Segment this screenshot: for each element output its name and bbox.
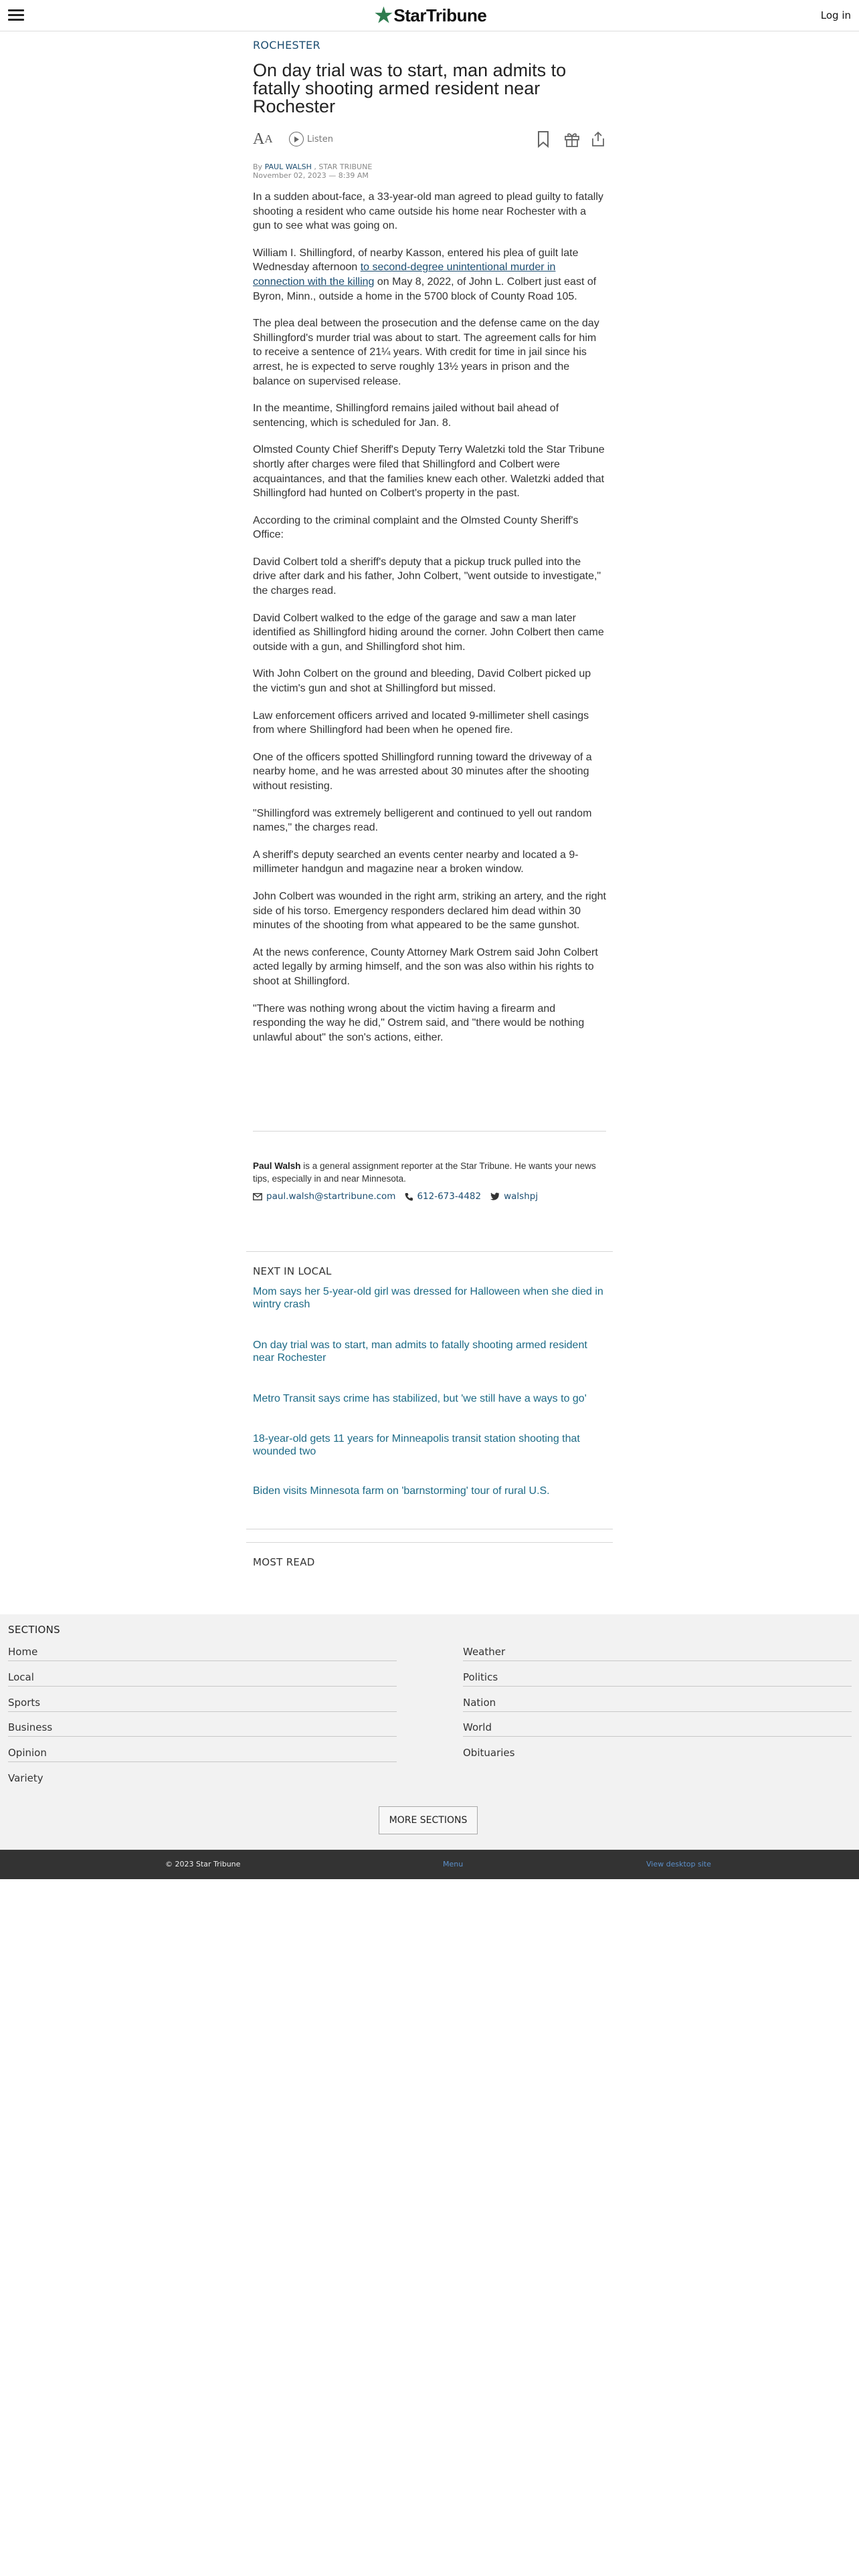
twitter-handle: walshpj (504, 1191, 539, 1202)
author-link[interactable]: PAUL WALSH (264, 163, 312, 171)
bio-author-name[interactable]: Paul Walsh (253, 1161, 301, 1171)
gift-icon[interactable] (563, 129, 581, 149)
share-icon[interactable] (590, 129, 606, 149)
font-size-large-glyph: A (253, 130, 265, 148)
logo-text: StarTribune (393, 5, 487, 25)
paragraph: David Colbert told a sheriff's deputy that a pickup truck pulled into the drive after dark and his father, John Colbert, "went outside to investigate," the charges read. (253, 556, 601, 597)
paragraph: A sheriff's deputy searched an events center nearby and located a 9-millimeter handgun and magazine near a broken window. (253, 849, 579, 875)
section-link-obituaries[interactable]: Obituaries (463, 1747, 515, 1759)
most-read-title: MOST READ (253, 1556, 315, 1568)
section-link-world[interactable]: World (463, 1719, 852, 1737)
most-read-divider (246, 1542, 613, 1543)
email-contact[interactable] (253, 1191, 395, 1202)
next-story-link[interactable]: On day trial was to start, man admits to fatally shooting armed resident near Rochester (253, 1339, 587, 1364)
twitter-contact[interactable] (490, 1191, 538, 1202)
section-link-home[interactable]: Home (8, 1644, 397, 1661)
listen-button[interactable] (289, 129, 333, 149)
font-size-small-glyph: A (264, 132, 273, 145)
paragraph: With John Colbert on the ground and bleeding, David Colbert picked up the victim's gun and shot at Shillingford but missed. (253, 668, 591, 695)
next-story-link[interactable]: Metro Transit says crime has stabilized, but 'we still have a ways to go' (253, 1393, 587, 1404)
next-divider (246, 1251, 613, 1252)
bio-divider (253, 1131, 606, 1132)
copyright: © 2023 Star Tribune (165, 1860, 241, 1868)
paragraph: David Colbert walked to the edge of the garage and saw a man later identified as Shillingford hiding around the corner. John Colbert then came outside with a gun, and Shillingford shot him. (253, 612, 604, 653)
twitter-icon (490, 1192, 500, 1200)
article-body (253, 190, 606, 1057)
next-in-local-title: NEXT IN LOCAL (253, 1265, 332, 1277)
menu-icon[interactable] (8, 7, 24, 22)
section-link-opinion[interactable]: Opinion (8, 1745, 397, 1762)
paragraph: "Shillingford was extremely belligerent and continued to yell out random names," the charges read. (253, 807, 592, 834)
play-icon (289, 132, 304, 146)
view-desktop-link[interactable]: View desktop site (646, 1860, 711, 1868)
bio-text: is a general assignment reporter at the Star Tribune. He wants your news tips, especially in and near Minnesota. (253, 1161, 596, 1184)
footer-bar (0, 1850, 859, 1879)
paragraph (253, 246, 606, 304)
author-bio (253, 1160, 606, 1185)
section-link-local[interactable]: Local (8, 1669, 397, 1687)
section-link-politics[interactable]: Politics (463, 1669, 852, 1687)
section-link-nation[interactable]: Nation (463, 1695, 852, 1712)
byline-prefix: By (253, 163, 265, 171)
envelope-icon (253, 1193, 262, 1200)
phone-number: 612-673-4482 (417, 1191, 482, 1202)
bookmark-icon[interactable] (537, 129, 550, 149)
email-address: paul.walsh@startribune.com (266, 1191, 396, 1202)
publish-date: November 02, 2023 — 8:39 AM (253, 171, 369, 180)
charge-link[interactable]: to second-degree unintentional murder in connection with the killing (253, 261, 556, 288)
paragraph: Law enforcement officers arrived and located 9-millimeter shell casings from where Shillingford had been when he opened fire. (253, 710, 589, 736)
section-label[interactable]: ROCHESTER (253, 39, 320, 51)
startribune-logo[interactable] (375, 4, 486, 27)
paragraph: At the news conference, County Attorney Mark Ostrem said John Colbert acted legally by arming himself, and the son was also within his rights to shoot at Shillingford. (253, 946, 598, 987)
section-link-weather[interactable]: Weather (463, 1644, 852, 1661)
listen-label: Listen (307, 134, 333, 144)
star-icon: ★ (375, 4, 393, 27)
font-size-button[interactable] (253, 129, 273, 149)
paragraph: The plea deal between the prosecution and the defense came on the day Shillingford's murder trial was about to start. The agreement calls for him to receive a sentence of 21¼ years. With credit for time in jail since his arrest, he is expected to serve roughly 13½ years in prison and the balance on supervised release. (253, 318, 599, 387)
paragraph: Olmsted County Chief Sheriff's Deputy Terry Waletzki told the Star Tribune shortly after charges were filed that Shillingford and Colbert were acquaintances, and that the families knew each other. Waletzki added that Shillingford had hunted on Colbert's property in the past. (253, 444, 605, 500)
phone-contact[interactable] (405, 1191, 481, 1202)
paragraph: In the meantime, Shillingford remains jailed without bail ahead of sentencing, which is scheduled for Jan. 8. (253, 403, 559, 429)
sections-title: SECTIONS (8, 1624, 61, 1636)
phone-icon (405, 1192, 413, 1201)
login-link[interactable]: Log in (820, 9, 851, 21)
paragraph: According to the criminal complaint and the Olmsted County Sheriff's Office: (253, 514, 579, 541)
paragraph: "There was nothing wrong about the victim having a firearm and responding the way he did," Ostrem said, and "there would be nothing unlawful about" the son's actions, either. (253, 1002, 585, 1043)
paragraph-text: on May 8, 2022, of John L. Colbert just east of Byron, Minn., outside a home in the 5700 block of County Road 105. (253, 276, 597, 302)
author-contacts (253, 1191, 606, 1202)
paragraph-text: William I. Shillingford, of nearby Kasson, entered his plea of guilt late Wednesday afternoon (253, 247, 579, 274)
article-toolbar (253, 129, 606, 150)
article-headline: On day trial was to start, man admits to fatally shooting armed resident near Rochester (253, 60, 567, 116)
section-link-sports[interactable]: Sports (8, 1695, 397, 1712)
footer-menu-link[interactable]: Menu (443, 1860, 464, 1868)
byline (253, 163, 606, 180)
paragraph: In a sudden about-face, a 33-year-old man agreed to plead guilty to fatally shooting a resident who came outside his home near Rochester with a gun to see what was going on. (253, 191, 603, 232)
section-link-variety[interactable]: Variety (8, 1772, 43, 1784)
next-story-link[interactable]: 18-year-old gets 11 years for Minneapolis transit station shooting that wounded two (253, 1433, 580, 1457)
top-header (0, 0, 859, 31)
more-sections-button[interactable]: MORE SECTIONS (379, 1806, 478, 1834)
section-link-business[interactable]: Business (8, 1719, 397, 1737)
next-story-link[interactable]: Mom says her 5-year-old girl was dressed for Halloween when she died in wintry crash (253, 1286, 603, 1310)
paragraph: John Colbert was wounded in the right arm, striking an artery, and the right side of his torso. Emergency responders declared him dead within 30 minutes of the shooting from what appeared to be the same gunshot. (253, 890, 606, 932)
byline-outlet: , STAR TRIBUNE (311, 163, 373, 171)
next-story-link[interactable]: Biden visits Minnesota farm on 'barnstorming' tour of rural U.S. (253, 1485, 550, 1497)
paragraph: One of the officers spotted Shillingford running toward the driveway of a nearby home, and he was arrested about 30 minutes after the shooting without resisting. (253, 751, 592, 792)
sections-footer (0, 1614, 859, 1850)
